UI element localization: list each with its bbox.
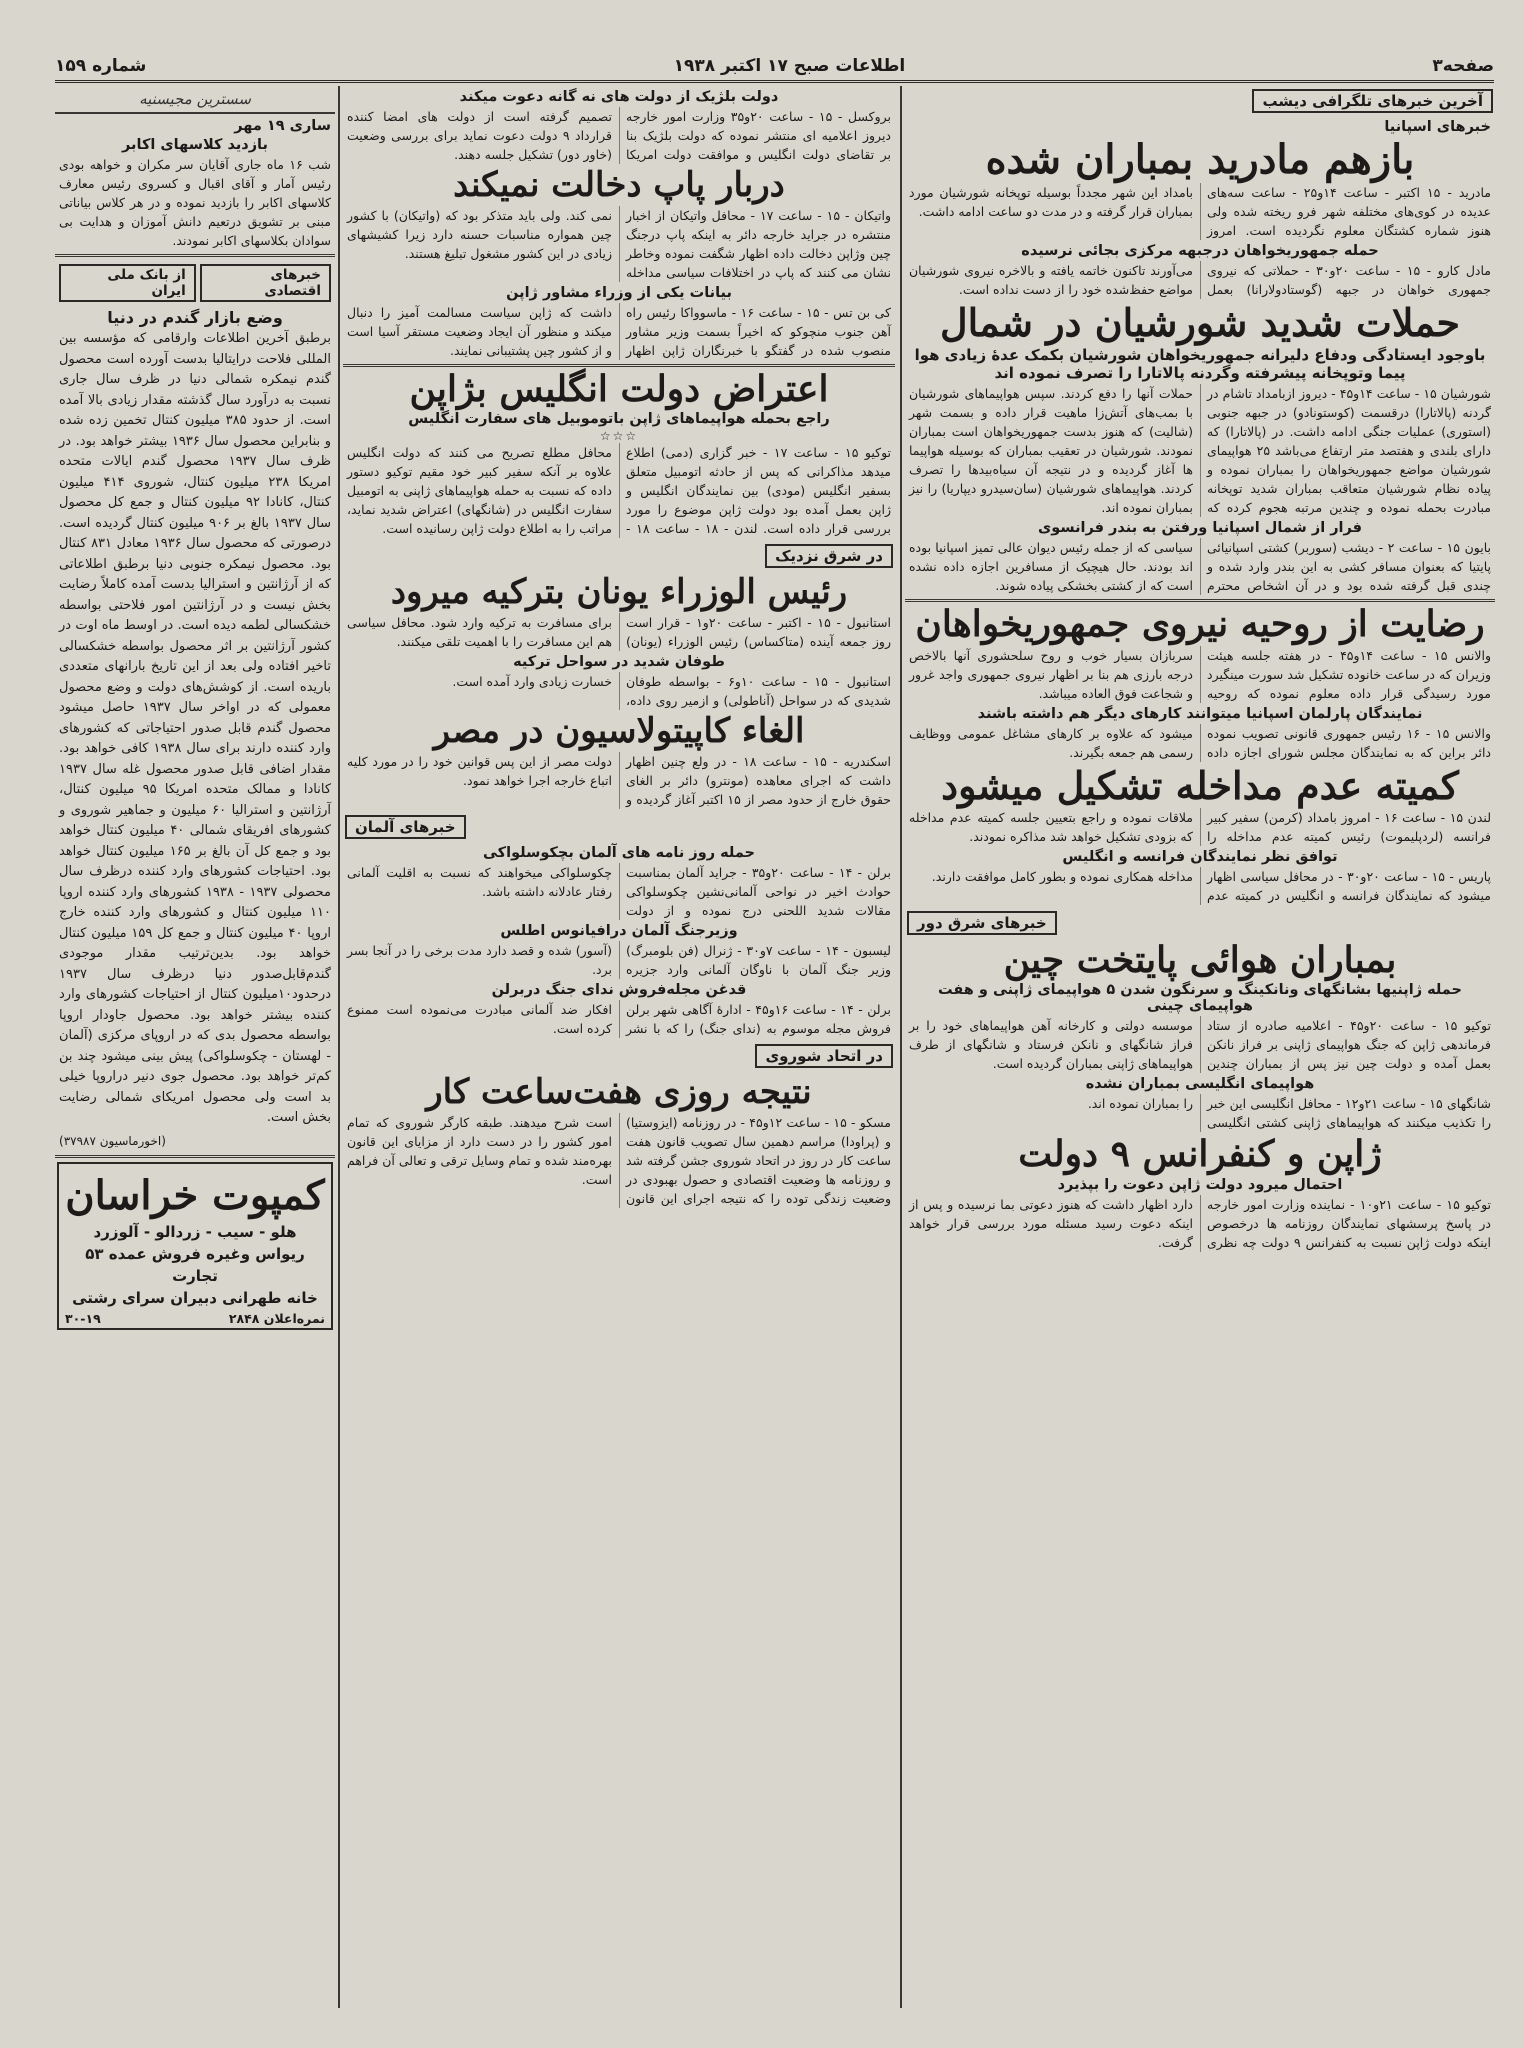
article-egypt: اسکندریه - ۱۵ - ساعت ۱۸ - در ولع چنین اظهار داشت که اجرای معاهده (مونترو) دائر بر الغای حقوق خارج از حدود مصر از ۱۵ اکتبر آغاز گردیده و دولت مصر از این پس قوانین خود را در مورد کلیه اتباع خارجه اجرا خواهد نمود.	[347, 753, 892, 807]
section-germany: خبرهای آلمان	[345, 815, 466, 839]
section-telegraph: آخرین خبرهای تلگرافی دیشب	[1252, 89, 1493, 113]
headline-atlantic: وزیرجنگ آلمان درافیانوس اطلس	[500, 922, 738, 939]
article-parliament: والانس ۱۵ - ۱۶ رئیس جمهوری قانونی تصویب نموده دائر براین که به نمایندگان مجلس شورای اجازه داده میشود که علاوه بر کارهای مشاغل عمومی ووظایف رسمی هم جمعه بگیرند.	[909, 725, 1492, 760]
column-left	[55, 86, 335, 2008]
headline-committee: کمیته عدم مداخله تشکیل میشود	[941, 762, 1459, 808]
article-atlantic: لیسبون - ۱۴ - ساعت ۷و۳۰ - ژنرال (فن بلومبرگ) وزیر جنگ آلمان با ناوگان آلمانی وارد جزیره (آسور) شده و قصد دارد مدت برخی را در آنجا بسر برد.	[347, 942, 891, 977]
divider	[55, 112, 335, 114]
divider	[343, 364, 895, 367]
page-number: صفحه۳	[1432, 56, 1494, 76]
headline-madrid: بازهم مادرید بمباران شده	[985, 136, 1415, 183]
article-vatican: واتیکان - ۱۵ - ساعت ۱۷ - محافل واتیکان از اخبار منتشره در جراید خارجه دائر به اینکه پاپ درجنگ چین وژاپن دخالت داده اظهار شگفت نموده وخاطر نشان می کنند که پاپ در اختلافات سیاسی مداخله نمی کند. ولی باید متذکر بود که (واتیکان) با کشور چین همواره مناسبات حسنه دارد زیرا کشیشهای زیادی در این کشور مشغول تبلیغ هستند.	[347, 207, 891, 280]
article-greece: استانبول - ۱۵ - اکتبر - ساعت ۲۰و۱ - قرار است روز جمعه آینده (متاکساس) رئیس الوزراء (یونان) برای مسافرت به ترکیه وارد شود. محافل سیاسی هم این مسافرت را با اهمیت تلقی میکنند.	[347, 615, 891, 650]
column-middle	[343, 86, 895, 2008]
article-china: توکیو ۱۵ - ساعت ۲۰و۴۵ - اعلامیه صادره از ستاد فرماندهی ژاپن که جنگ هواپیمای ژاپنی بر فراز نانکن بعمل آمده و دولت چین نیز پس از بمباران چندین موسسه دولتی و کارخانه آهن هواپیماهای خود را بر فراز شانگهای و نانکن فرستاد و شانگهای از طرف هواپیماهای ژاپنی بمباران گردیده است.	[909, 1018, 1491, 1072]
headline-soviet: نتیجه روزی هفت‌ساعت کار	[426, 1071, 812, 1112]
section-far-east: خبرهای شرق دور	[907, 911, 1057, 935]
column-right	[905, 86, 1495, 2008]
column-divider-left	[338, 86, 340, 2008]
column-divider-right	[900, 86, 902, 2008]
headline-english-plane: هواپیمای انگلیسی بمباران نشده	[1085, 1076, 1315, 1093]
headline-belgium: دولت بلژیک از دولت های نه گانه دعوت میکند	[459, 89, 779, 105]
article-sari: شب ۱۶ ماه جاری آقایان سر مکران و خواهه بودی رئیس آمار و آقای اقبال و کسروی رئیس معارف کلاسهای اکابر را بازدید نموده و در هر کلاس بیاناتی مبنی بر تشویق درتعیم دانش آموزان و هدایت بی سوادان بکلاسهای اکابر نمودند.	[59, 157, 331, 248]
article-north: شورشیان ۱۵ - ساعت ۱۴و۴۵ - دیروز ازبامداد تاشام در گردنه (پالاتارا) درقسمت (کوستونادو) در جبهه جنوبی (استوری) عملیات جنگی ادامه داشت. در (پالاتارا) که دارای بلندی و هفتصد متر ارتفاع می‌باشد ۲۵ هواپیمای شورشیان مواضع جمهوریخواهان را بمباران نموده و پیاده نظام شورشیان متعاقب بمباران شدید توپخانه مبادرت بحمله نموده و چندین مرتبه هجوم کرده که حملات آنها را دفع کردند. سپس هواپیماهای شورشیان با بمب‌های آتش‌زا ماهیت قرار داده و بسمت شهر (شالیت) که هنوز بدست جمهوریخواهان است بمباران نمودند. شورشیان در تعقیب بمباران که بوسیله هواپیما ها آغاز گردیده و در نتیجه آن سیاه‌بیدها را تصرف کردند. هواپیماهای شورشیان (سان‌سیدرو دیپاریا) را نیز بمباران نموده اند.	[909, 385, 1491, 515]
article-protest: توکیو ۱۵ - ساعت ۱۷ - خبر گزاری (دمی) اطلاع میدهد مذاکرانی که پس از حادثه اتومبیل متعلق بسفیر انگلیس (مودی) بین نمایندگان انگلیس و ژاپن بعمل آمده بود دولت ژاپن موضوع را مورد بررسی قرار داده است. لندن - ۱۸ - ساعت ۱۸ - محافل مطلع تصریح می کنند که دولت انگلیس علاوه بر آنکه سفیر کبیر خود مقیم توکیو دستور داده که نسبت به حمله هواپیماهای ژاپنی به اتومبیل سفارت انگلیس در (شانگهای) اعتراض شدید نماید، مراتب را به اطلاع دولت ژاپن رسانیده است.	[347, 445, 892, 537]
handwritten-note: سسترین مجیسنیه	[139, 90, 251, 108]
subheadline-sari: بازدید کلاسهای اکابر	[122, 137, 268, 153]
section-near-east: در شرق نزدیک	[765, 544, 893, 568]
article-soviet: مسکو - ۱۵ - ساعت ۱۲و۴۵ - در روزنامه (ایزوستیا) و (پراودا) مراسم دهمین سال تصویب قانون هفت ساعت کار در روز در اتحاد شوروی جشن گرفته شد و روزنامه ها وضعیت اقتصادی و حصول بهبودی در وضعیت زندگی توده را که نتیجه اجرای این قانون است شرح میدهند. طبقه کارگر شوروی که تمام امور کشور را در دست دارد از مزایای این قانون بهره‌مند شده و تمام وسایل ترقی و تعالی آن فراهم است.	[347, 1114, 891, 1206]
headline-france: فرار از شمال اسپانیا ورفتن به بندر فرانسوی	[1037, 519, 1363, 536]
article-wheat: برطبق آخرین اطلاعات وارقامی که مؤسسه بین المللی فلاحت درایتالیا بدست آورده است محصول گندم نیمکره شمالی دنیا در ظرف سال جاری نسبت به درآورد سال گذشته مقدار زیادی بالا آمده است. از حدود ۳۸۵ میلیون کنتال تخمین زده شده و بنابراین محصول سال ۱۹۳۶ بیشتر خواهد بود. در ظرف سال ۱۹۳۷ محصول گندم ایالات متحده امریکا ۲۳۸ میلیون کنتال، شوروی ۴۱۴ میلیون کنتال، کانادا ۹۲ میلیون کنتال و جمع کل محصول سال ۱۹۳۷ بالغ بر ۹۰۶ میلیون کنتال گردیده است. درصورتی که محصول سال ۱۹۳۶ معادل ۸۳۱ کنتال بود. محصول نیمکره جنوبی دنیا برطبق اطلاعاتی که از آرژانتین و استرالیا بدست آمده کاملاً رضایت بخش نیست و در آرژانتین امور فلاحتی بواسطه خشکسالی لطمه دیده است. در اوسط ماه اوت در کشور آرژانتین بر اثر محصول بواسطه خشکسالی تاخیر افتاده ولی بعد از این تاریخ بارانهای متعددی باریده است. از کوشش‌های دولت و وضع محصول معمولی که در اواخر سال ۱۹۳۷ حاصل میشود محصول گندم قابل صدور احتیاجاتی که کشورهای وارد کننده دارند برای سال ۱۹۳۸ کافی خواهد بود. مقدار اضافی قابل صدور محصول غله سال ۱۹۳۷ کانادا و ممالک متحده امریکا ۹۵ میلیون کنتال، آرژانتین و استرالیا ۶۰ میلیون و جماهیر شوروی و کشورهای افریقای شمالی ۴۰ میلیون کنتال خواهد بود و جمع کل آن بالغ بر ۱۶۵ میلیون کنتال خواهد بود. احتیاجات کشورهای وارد کننده درظرف سال محصولی ۱۹۳۷ - ۱۹۳۸ کشورهای وارد کننده اروپا ۱۱۰ میلیون کنتال و کشورهای وارد کننده خارج اروپا ۴۰ میلیون کنتال و جمع کل ۱۵۹ میلیون کنتال خواهد بود. بدین‌ترتیب مقدار موجودی گندم‌قابل‌صدور دنیا درظرف سال ۱۹۳۷ درحدود۱۰میلیون کنتال از احتیاجات کشورهای وارد کننده بیشتر خواهد بود. محصول جاودار اروپا بواسطه محصول بدی که در اروپای مرکزی (آلمان - لهستان - چکوسلواکی) پیش بینی میشود چند بن کم‌تر خواهد بود. محصول جوی دنیر دراروپا خیلی بد است ولی محصول امریکای شمالی رضایت بخش است.	[59, 331, 332, 1125]
ad-line-2: ریواس وغیره فروش عمده ۵۳ تجارت	[85, 1244, 305, 1285]
headline-satisfaction: رضایت از روحیه نیروی جمهوریخواهان	[915, 602, 1485, 645]
divider	[55, 254, 335, 257]
ad-title: کمپوت خراسان	[65, 1171, 325, 1219]
headline-north: حملات شدید شورشیان در شمال	[939, 300, 1460, 345]
article-madrid: مادرید - ۱۵ اکتبر - ساعت ۱۴و۲۵ - ساعت سه‌های عدیده در کوی‌های مختلفه شهر فرو ریخته شده ولی هنوز شماره کشتگان معلوم نگردیده است. امروز بامداد این شهر مجدداً بوسیله توپخانه شورشیان مورد بمباران قرار گرفته و در مدت دو ساعت ادامه داشت.	[909, 185, 1491, 238]
subheadline-japan-conference: احتمال میرود دولت ژاپن دعوت را بپذیرد	[1057, 1177, 1343, 1194]
subheadline-china: حمله ژاپنیها بشانگهای ونانکینگ و سرنگون شدن ۵ هواپیمای ژاپنی و هفت هواپیمای چینی	[938, 982, 1462, 1015]
ad-date: ۳۰-۱۹	[65, 1310, 101, 1326]
headline-japan-conference: ژاپن و کنفرانس ۹ دولت	[1018, 1133, 1382, 1176]
ad-line-3: خانه طهرانی دبیران سرای رشتی	[72, 1288, 318, 1307]
newspaper-title-date: اطلاعات صبح ۱۷ اکتبر ۱۹۳۸	[673, 56, 906, 76]
masthead	[55, 52, 1494, 83]
headline-parliament: نمایندگان پارلمان اسپانیا میتوانند کارهای دیگر هم داشته باشند	[977, 705, 1423, 722]
article-berlin: برلن - ۱۴ - ساعت ۱۶و۴۵ - ادارۀ آگاهی شهر برلن فروش مجله موسوم به (ندای جنگ) را که با نشر افکار ضد آلمانی مبادرت می‌نموده است ممنوع کرده است.	[347, 1001, 891, 1036]
headline-vatican: دربار پاپ دخالت نمیکند	[453, 165, 785, 205]
section-national-bank: از بانک ملی ایران	[59, 264, 196, 302]
headline-greece: رئیس الوزراء یونان بترکیه میرود	[390, 572, 848, 613]
issue-number: شماره ۱۵۹	[55, 56, 147, 76]
headline-china: بمباران هوائی پایتخت چین	[1003, 938, 1397, 981]
article-advisor: کی بن تس - ۱۵ - ساعت ۱۶ - ماسوواکا رئیس راه آهن جنوب منچوکو که اخیراً بسمت وزیر مشاور منصوب شده در گفتگو با خبرنگاران ژاپن اظهار داشت که ژاپن سیاست مسالمت آمیز را دنبال میکند و منظور آن ایجاد وضعیت مستقر آسیا است و از کشور چین پشتیبانی نمایند.	[347, 304, 891, 358]
article-storm: استانبول - ۱۵ - ساعت ۱۰و۶ - بواسطه طوفان شدیدی که در سواحل (آناطولی) و ازمیر روی داده، خسارت زیادی وارد آمده است.	[452, 674, 892, 709]
article-committee: لندن ۱۵ - ساعت ۱۶ - امروز بامداد (کرمن) سفیر کبیر فرانسه (لردپلیموت) رئیس کمیته عدم مداخله را ملاقات نموده و راجع بتعیین جلسه کمیته عدم مداخله که بزودی تشکیل خواهد شد مذاکره نمودند.	[909, 809, 1491, 844]
headline-republic-attack: حمله جمهوریخواهان درجبهه مرکزی بجائی نرسیده	[1021, 243, 1379, 259]
advertisement-compote	[57, 1162, 333, 1330]
headline-german-news: حمله روز نامه های آلمان بچکوسلواکی	[483, 844, 755, 861]
headline-wheat: وضع بازار گندم در دنیا	[107, 308, 283, 327]
divider	[55, 1155, 335, 1158]
article-english-plane: شانگهای ۱۵ - ساعت ۲۱و۱۲ - محافل انگلیسی این خبر را تکذیب میکنند که هواپیماهای ژاپنی کشتی انگلیسی را بمباران نموده اند.	[1087, 1096, 1491, 1131]
article-satisfaction: والانس ۱۵ - ساعت ۱۴و۴۵ - در هفته جلسه هیئت وزیران که در ساعت خانوده تشکیل شد سورت مینگیرد مورد رسیدگی قرار داده معلوم نموده که روحیه سربازان بسیار خوب و روح سلحشوری آنها بالاخص درجه بارزی هم بنا بر اظهار نیروی جمهوری واجد غرور و شجاعت فوق العاده میباشد.	[909, 647, 1491, 701]
subsection-spain: خبرهای اسپانیا	[1384, 119, 1491, 135]
stars-ornament: ☆☆☆	[599, 429, 639, 444]
headline-storm: طوفان شدید در سواحل ترکیه	[513, 654, 725, 671]
article-japan-conference: توکیو ۱۵ - ساعت ۲۱و۱۰ - نماینده وزارت امور خارجه در پاسخ پرسشهای نمایندگان روزنامه ها درخصوص اینکه دولت ژاپن نسبت به کنفرانس ۹ دولت چه نظری دارد اظهار داشت که هنوز دعوتی بما نرسیده و پس از اینکه دعوت رسید مسئله مورد بررسی قرار خواهد گرفت.	[909, 1197, 1492, 1251]
headline-egypt: الغاء کاپیتولاسیون در مصر	[433, 711, 805, 752]
section-economy: خبرهای اقتصادی	[200, 264, 331, 302]
article-wheat-source: (اخورماسیون ۳۷۹۸۷)	[59, 1133, 166, 1148]
headline-berlin: قدغن مجله‌فروش نداى جنگ دربرلن	[491, 981, 747, 998]
subheadline-protest: راجع بحمله هواپیماهای ژاپن باتوموبیل های سفارت انگلیس	[408, 411, 830, 428]
ad-reference: نمره‌اعلان ۲۸۴۸	[228, 1310, 325, 1326]
headline-advisor: بیانات یکی از وزراء مشاور ژاپن	[506, 284, 732, 301]
article-republic-attack: مادل کارو - ۱۵ - ساعت ۲۰و۳۰ - حملاتی که نیروی جمهوری خواهان در جبهه (گوستادولارانا) بعمل می‌آورند تاکنون خاتمه یافته و بالاخره نیروی شورشیان مواضع حفظ‌شده خود را از دست نداده است.	[909, 263, 1491, 297]
article-england-france: پاریس - ۱۵ - ساعت ۲۰و۳۰ - در محافل سیاسی اظهار میشود که نمایندگان فرانسه و انگلیس در کمیته عدم مداخله همکاری نموده و بطور کامل موافقت دارند.	[931, 868, 1491, 903]
section-soviet: در اتحاد شوروی	[755, 1044, 893, 1068]
article-france: بایون ۱۵ - ساعت ۲ - دیشب (سوربر) کشتی اسپانیائی پایتیا که بعنوان مسافر کشی به این بندر وارد شده و چندی قبل گرفته شده بود و در آن اشخاص محترم سیاسی که از جمله رئیس دیوان عالی تمیز اسپانیا بوده اند بودند. حال هیچیک از مسافرین اجازه داده نشده است که از کشتی بخشکی پیاده شوند.	[909, 539, 1491, 593]
headline-sari: ساری ۱۹ مهر	[234, 118, 331, 134]
subheadline-north: باوجود ایستادگی ودفاع دلیرانه جمهوریخواهان شورشیان بکمک عدۀ زیادی هوا پیما وتوپخانه پیشرفته وگردنه پالاتارا را تصرف نموده اند	[914, 345, 1486, 382]
headline-england-france: توافق نظر نمایندگان فرانسه و انگلیس	[1062, 848, 1338, 865]
divider	[905, 599, 1495, 602]
article-belgium: بروکسل - ۱۵ - ساعت ۲۰و۳۵ وزارت امور خارجه دیروز اعلامیه ای منتشر نموده که دولت بلژیک بنا بر تقاضای دولت انگلیس و موافقت دولت امریکا تصمیم گرفته است از دولت های امضا کننده قرارداد ۹ دولت دعوت نماید برای بررسی وضعیت (خاور دور) تشکیل جلسه دهند.	[347, 109, 891, 162]
article-german-news: برلن - ۱۴ - ساعت ۲۰و۳۵ - جراید آلمان بمناسبت حوادث اخیر در نواحی آلمانی‌نشین چکوسلواکی مقالات شدید اللحنی درج نموده و از دولت چکوسلواکی میخواهند که نسبت به اقلیت آلمانی رفتار عادلانه داشته باشد.	[347, 864, 891, 918]
headline-protest: اعتراض دولت انگلیس بژاپن	[409, 367, 829, 410]
ad-line-1: هلو - سیب - زردالو - آلوزرد	[93, 1222, 297, 1241]
